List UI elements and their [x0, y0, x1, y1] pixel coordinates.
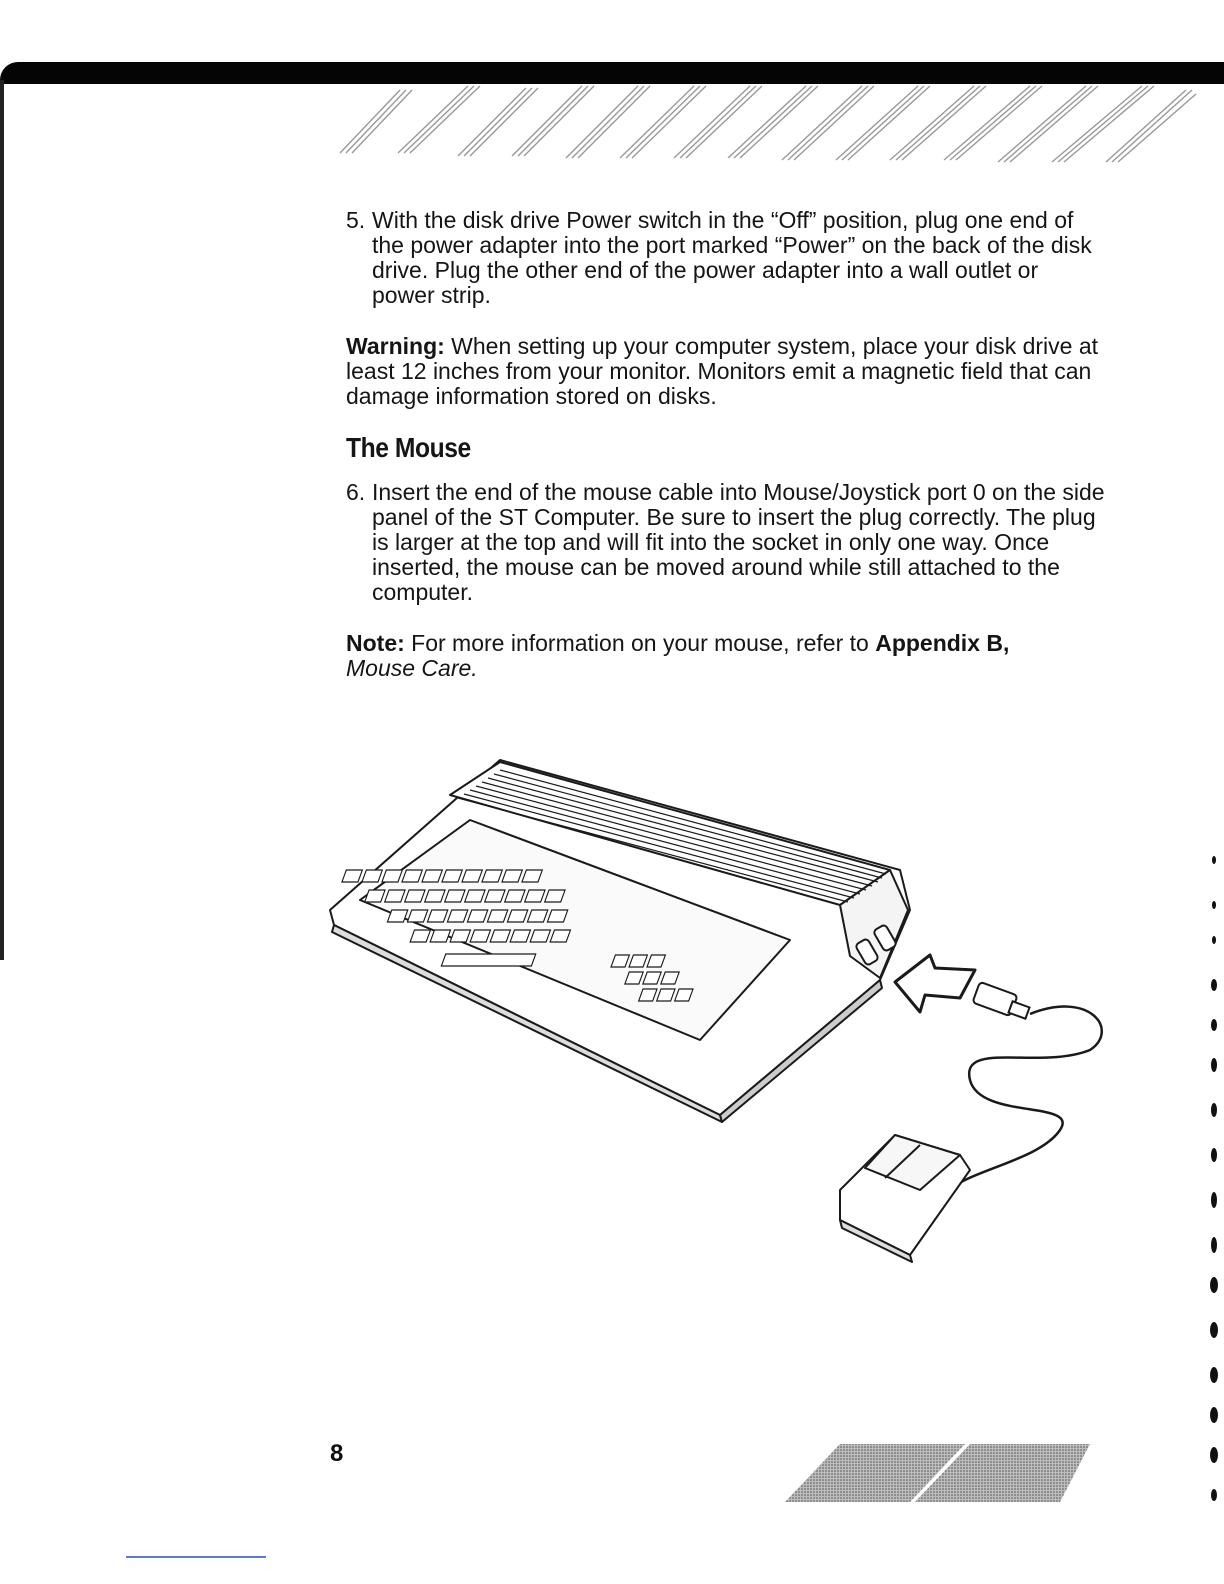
- step-6: [346, 480, 1106, 605]
- warning-paragraph: [346, 334, 1106, 409]
- warning-text: When setting up your computer system, place your disk drive at least 12 inches from your monitor. Monitors emit a magnetic field that can damage information stored on disks.: [346, 333, 1099, 409]
- appendix-reference: Appendix B,: [875, 630, 1010, 656]
- warning-label: Warning:: [346, 333, 445, 359]
- step-text: With the disk drive Power switch in the “Off” position, plug one end of the power adapter into the port marked “Power” on the back of the disk drive. Plug the other end of the power adapter into a wall outlet or power strip.: [372, 207, 1092, 308]
- appendix-title: Mouse Care.: [346, 655, 478, 681]
- header-stripes: [330, 78, 1200, 168]
- step-text: Insert the end of the mouse cable into Mouse/Joystick port 0 on the side panel of the ST Computer. Be sure to insert the plug correctly. The plug is larger at the top and will fit into the socket in only one way. Once inserted, the mouse can be moved around while still attached to the computer.: [372, 479, 1105, 605]
- note-label: Note:: [346, 630, 405, 656]
- page-number: 8: [330, 1440, 344, 1467]
- step-number: 6.: [346, 479, 366, 505]
- note-text: For more information on your mouse, refer to: [404, 630, 876, 656]
- page-content: [346, 208, 1106, 707]
- section-heading: The Mouse: [346, 432, 471, 463]
- computer-mouse-connection-icon: [320, 750, 1140, 1270]
- note-paragraph: [346, 631, 1106, 681]
- step-number: 5.: [346, 207, 366, 233]
- binding-holes: [1200, 840, 1224, 1540]
- step-5: [346, 208, 1106, 308]
- footnote-rule: [126, 1556, 266, 1558]
- footer-stripes: [780, 1440, 1100, 1510]
- page-edge: [0, 80, 4, 960]
